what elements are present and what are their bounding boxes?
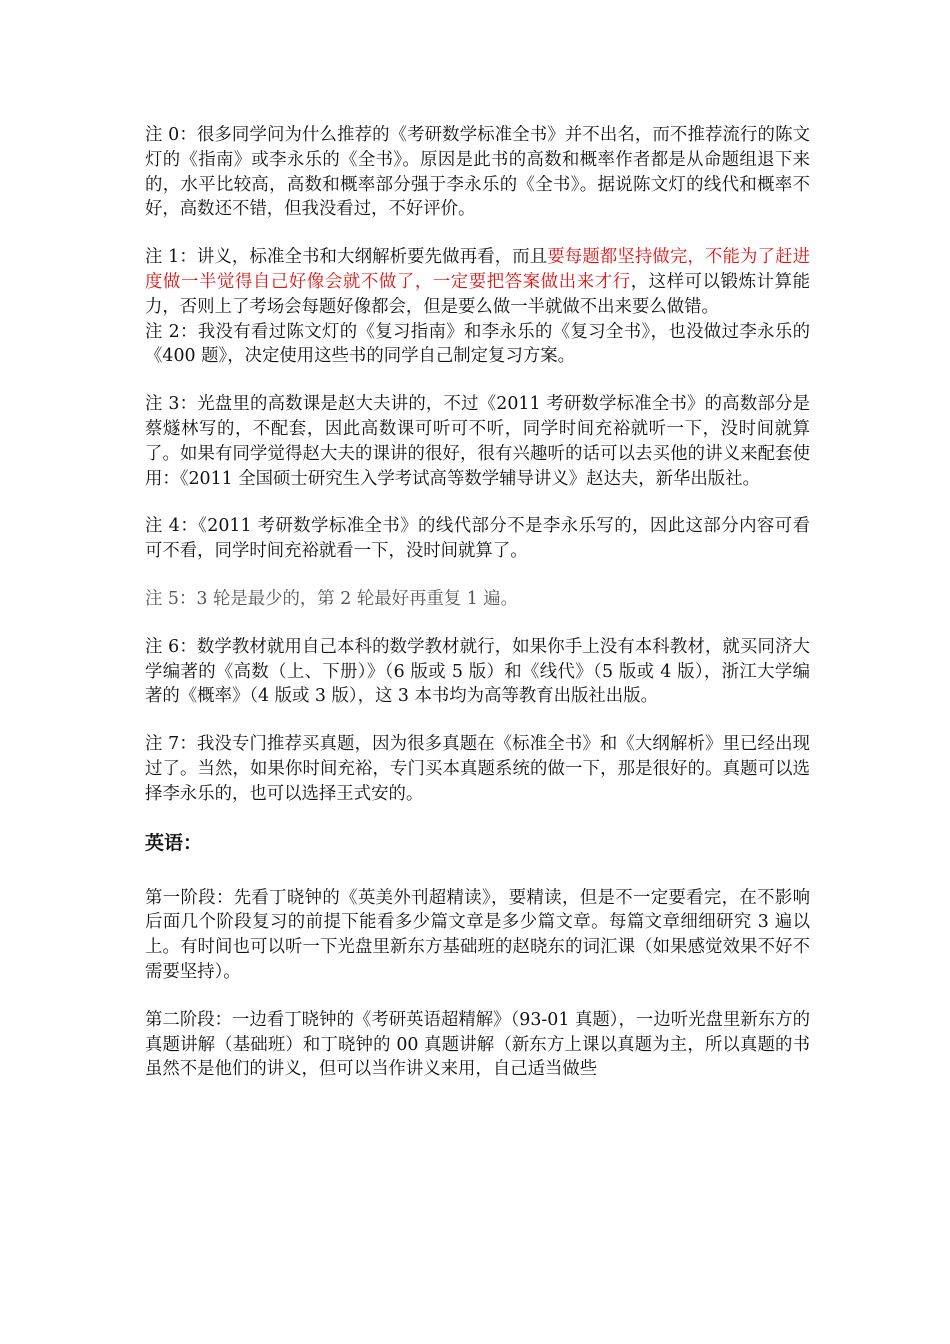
note-4: 注 4：《2011 考研数学标准全书》的线代部分不是李永乐写的，因此这部分内容可看可不看，同学时间充裕就看一下，没时间就算了。 [145,516,810,562]
english-stage-1: 第一阶段：先看丁晓钟的《英美外刊超精读》，要精读，但是不一定要看完，在不影响后面几个阶段复习的前提下能看多少篇文章是多少篇文章。每篇文章细细研究 3 遍以上。有时间也可以听一下光盘里新东方基础班的赵晓东的词汇课（如果感觉效果不好不需要坚持）。 [145,887,810,982]
section-heading-english: 英语： [145,831,203,854]
note-3: 注 3：光盘里的高数课是赵大夫讲的，不过《2011 考研数学标准全书》的高数部分是蔡燧林写的，不配套，因此高数课可听可不听，同学时间充裕就听一下，没时间就算了。如果有同学觉得赵大夫的课讲的很好，很有兴趣听的话可以去买他的讲义来配套使用：《2011 全国硕士研究生入学考试高等数学辅导讲义》赵达夫，新华出版社。 [145,394,810,489]
note-2: 注 2：我没有看过陈文灯的《复习指南》和李永乐的《复习全书》，也没做过李永乐的《400 题》，决定使用这些书的同学自己制定复习方案。 [145,321,810,367]
note-6: 注 6：数学教材就用自己本科的数学教材就行，如果你手上没有本科教材，就买同济大学编著的《高数（上、下册）》（6 版或 5 版）和《线代》（5 版或 4 版），浙江大学编著的《概率》（4 版或 3 版），这 3 本书均为高等教育出版社出版。 [145,636,810,707]
note-1 [145,245,810,319]
note-1-prefix: 注 1：讲义，标准全书和大纲解析要先做再看，而且 [145,247,548,268]
note-1-emphasis: 要每题都坚持做完，不能为了赶进度做一半觉得自己好像会就不做了，一定要把答案做出来才行 [145,247,810,292]
note-1-suffix: ，这样可以锻炼计算能力，否则上了考场会每题好像都会，但是要么做一半就做不出来要么做错。 [145,271,810,317]
document-body [145,123,810,1105]
note-7: 注 7：我没专门推荐买真题，因为很多真题在《标准全书》和《大纲解析》里已经出现过了。当然，如果你时间充裕，专门买本真题系统的做一下，那是很好的。真题可以选择李永乐的，也可以选择王式安的。 [145,734,810,804]
note-5: 注 5：3 轮是最少的，第 2 轮最好再重复 1 遍。 [145,588,519,609]
note-0: 注 0：很多同学问为什么推荐的《考研数学标准全书》并不出名，而不推荐流行的陈文灯的《指南》或李永乐的《全书》。原因是此书的高数和概率作者都是从命题组退下来的，水平比较高，高数和概率部分强于李永乐的《全书》。据说陈文灯的线代和概率不好，高数还不错，但我没看过，不好评价。 [145,125,810,220]
english-stage-2: 第二阶段：一边看丁晓钟的《考研英语超精解》（93-01 真题），一边听光盘里新东方的真题讲解（基础班）和丁晓钟的 00 真题讲解（新东方上课以真题为主，所以真题的书虽然不是他们的讲义，但可以当作讲义来用，自己适当做些 [145,1009,810,1080]
